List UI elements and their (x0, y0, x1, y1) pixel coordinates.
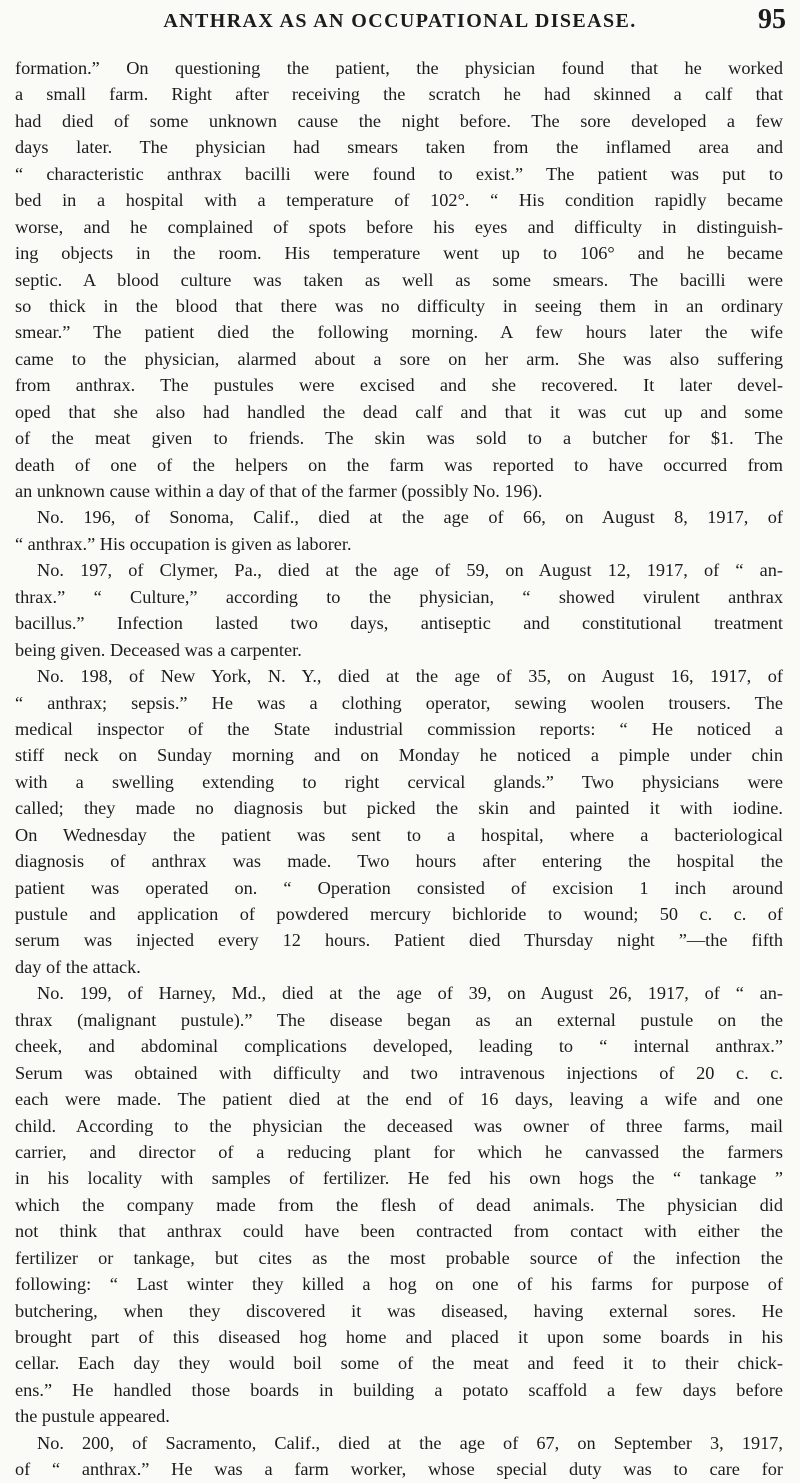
text-line: which the company made from the flesh of dead animals. The physician did (15, 1194, 783, 1215)
text-line: not think that anthrax could have been contracted from contact with either the (15, 1221, 783, 1242)
text-line: No. 196, of Sonoma, Calif., died at the age of 66, on August 8, 1917, of (37, 507, 783, 528)
text-line: child. According to the physician the deceased was owner of three farms, mail (15, 1115, 783, 1136)
text-line: of “ anthrax.” He was a farm worker, whose special duty was to care for (15, 1459, 783, 1480)
text-line: butchering, when they discovered it was diseased, having external sores. He (15, 1300, 783, 1321)
text-line: bacillus.” Infection lasted two days, antiseptic and constitutional treatment (15, 613, 783, 634)
text-line: carrier, and director of a reducing plant for which he canvassed the farmers (15, 1141, 783, 1162)
text-line: the pustule appeared. (15, 1406, 170, 1427)
text-line: pustule and application of powdered mercury bichloride to wound; 50 c. c. of (15, 904, 783, 924)
text-line: “ anthrax.” His occupation is given as laborer. (15, 533, 352, 554)
text-line: cellar. Each day they would boil some of the meat and feed it to their chick- (15, 1353, 783, 1374)
text-line: medical inspector of the State industrial commission reports: “ He noticed a (15, 718, 783, 739)
text-line: with a swelling extending to right cervical glands.” Two physicians were (15, 771, 783, 792)
page-number: 95 (758, 4, 786, 35)
text-line: called; they made no diagnosis but picked the skin and painted it with iodine. (15, 798, 783, 819)
running-head (0, 4, 800, 36)
text-line: thrax (malignant pustule).” The disease began as an external pustule on the (15, 1009, 783, 1030)
text-line: days later. The physician had smears taken from the inflamed area and (15, 137, 783, 158)
text-line: serum was injected every 12 hours. Patient died Thursday night ”—the fifth (15, 930, 783, 951)
text-line: No. 198, of New York, N. Y., died at the age of 35, on August 16, 1917, of (37, 666, 783, 687)
text-line: day of the attack. (15, 956, 141, 977)
text-line: thrax.” “ Culture,” according to the physician, “ showed virulent anthrax (15, 586, 783, 607)
text-line: No. 199, of Harney, Md., died at the age of 39, on August 26, 1917, of “ an- (37, 983, 783, 1004)
text-line: “ anthrax; sepsis.” He was a clothing operator, sewing woolen trousers. The (15, 692, 783, 713)
text-line: from anthrax. The pustules were excised and she recovered. It later devel- (15, 375, 783, 396)
text-line: formation.” On questioning the patient, the physician found that he worked (15, 58, 783, 78)
text-line: septic. A blood culture was taken as well as some smears. The bacilli were (15, 269, 783, 290)
text-line: smear.” The patient died the following morning. A few hours later the wife (15, 322, 783, 343)
text-line: of the meat given to friends. The skin was sold to a butcher for $1. The (15, 428, 783, 449)
running-title: ANTHRAX AS AN OCCUPATIONAL DISEASE. (163, 10, 637, 32)
text-line: being given. Deceased was a carpenter. (15, 639, 302, 660)
text-line: ens.” He handled those boards in building a potato scaffold a few days before (15, 1379, 783, 1400)
text-line: diagnosis of anthrax was made. Two hours after entering the hospital the (15, 851, 783, 872)
text-line: No. 197, of Clymer, Pa., died at the age of 59, on August 12, 1917, of “ an- (37, 560, 783, 581)
text-line: patient was operated on. “ Operation consisted of excision 1 inch around (15, 877, 783, 898)
text-line: bed in a hospital with a temperature of 102°. “ His condition rapidly became (15, 190, 783, 211)
text-line: ing objects in the room. His temperature went up to 106° and he became (15, 243, 783, 264)
text-line: death of one of the helpers on the farm was reported to have occurred from (15, 454, 783, 475)
text-line: in his locality with samples of fertilizer. He fed his own hogs the “ tankage ” (15, 1168, 783, 1189)
text-line: fertilizer or tankage, but cites as the most probable source of the infection the (15, 1247, 783, 1268)
text-line: came to the physician, alarmed about a sore on her arm. She was also suffering (15, 348, 783, 369)
text-line: had died of some unknown cause the night before. The sore developed a few (15, 110, 783, 131)
text-line: Serum was obtained with difficulty and two intravenous injections of 20 c. c. (15, 1062, 783, 1083)
text-line: each were made. The patient died at the end of 16 days, leaving a wife and one (15, 1089, 783, 1110)
text-line: stiff neck on Sunday morning and on Monday he noticed a pimple under chin (15, 745, 783, 766)
text-line: brought part of this diseased hog home and placed it upon some boards in his (15, 1327, 783, 1347)
text-line: “ characteristic anthrax bacilli were found to exist.” The patient was put to (15, 163, 783, 184)
text-line: No. 200, of Sacramento, Calif., died at the age of 67, on September 3, 1917, (37, 1432, 783, 1453)
text-line: a small farm. Right after receiving the scratch he had skinned a calf that (15, 84, 783, 105)
text-line: On Wednesday the patient was sent to a hospital, where a bacteriological (15, 824, 783, 845)
text-line: so thick in the blood that there was no difficulty in seeing them in an ordinary (15, 295, 783, 316)
text-line: following: “ Last winter they killed a hog on one of his farms for purpose of (15, 1274, 783, 1295)
body-text (15, 55, 783, 1483)
text-line: worse, and he complained of spots before his eyes and difficulty in distinguish- (15, 216, 783, 237)
text-line: oped that she also had handled the dead calf and that it was cut up and some (15, 401, 783, 422)
text-line: an unknown cause within a day of that of the farmer (possibly No. 196). (15, 481, 543, 501)
text-line: cheek, and abdominal complications developed, leading to “ internal anthrax.” (15, 1036, 783, 1057)
